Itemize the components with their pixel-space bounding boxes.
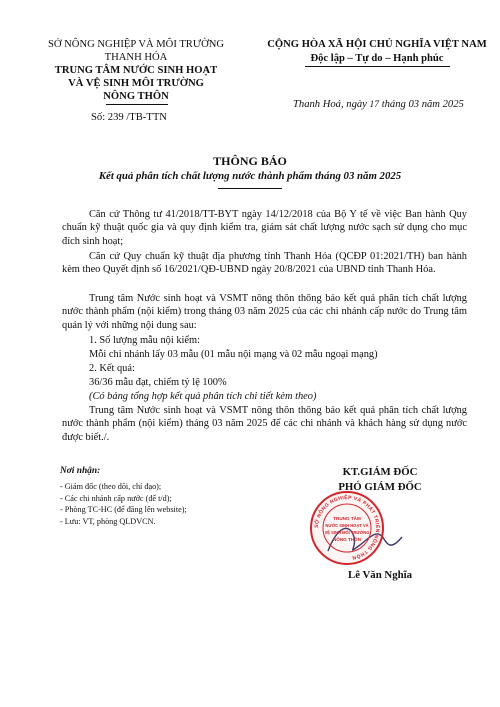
- item-sample-detail: Mỗi chi nhánh lấy 03 mẫu (01 mẫu nội mạng và 02 mẫu ngoại mạng): [89, 349, 378, 360]
- official-stamp: [309, 490, 385, 566]
- doc-number-value: 239: [107, 112, 124, 123]
- org-name-line3: NÔNG THÔN: [103, 91, 169, 102]
- org-name-line1: TRUNG TÂM NƯỚC SINH HOẠT: [54, 65, 218, 76]
- issue-day: 17: [369, 100, 380, 110]
- item-sample-count: 1. Số lượng mẫu nội kiểm:: [89, 335, 200, 346]
- document-subtitle: Kết quả phân tích chất lượng nước thành phẩm tháng 03 năm 2025: [98, 170, 402, 182]
- recipient-item: - Lưu: VT, phòng QLDVCN.: [60, 516, 156, 526]
- recipient-item: - Phòng TC-HC (để đăng lên website);: [60, 505, 187, 515]
- signer-name: Lê Văn Nghĩa: [348, 569, 412, 581]
- motto-underline: [305, 66, 450, 67]
- item-result-note: (Có bảng tổng hợp kết quả phân tích chi tiết kèm theo): [89, 391, 317, 402]
- stamp-line1: TRUNG TÂM: [333, 516, 361, 521]
- signer-role-primary: KT.GIÁM ĐỐC: [342, 466, 418, 478]
- stamp-ring-text: SỞ NÔNG NGHIỆP VÀ PHÁT TRIỂN NÔNG THÔN: [313, 494, 381, 561]
- paragraph-conclusion: Trung tâm Nước sinh hoạt và VSMT nông thôn thông báo kết quả phân tích chất lượng nước thành phẩm (nội kiểm) tháng 03 năm 2025 để các chi nhánh và khách hàng sử dụng nước được biết./.: [62, 405, 467, 443]
- header-left: [28, 38, 244, 103]
- ministry-name: SỞ NÔNG NGHIỆP VÀ MÔI TRƯỜNG: [47, 39, 225, 50]
- province-name: THANH HÓA: [104, 52, 168, 63]
- stamp-line3: VỆ SINH MÔI TRƯỜNG: [324, 530, 370, 535]
- paragraph-announcement: Trung tâm Nước sinh hoạt và VSMT nông thôn thông báo kết quả phân tích chất lượng nước thành phẩm (nội kiểm) trong tháng 03 năm 2025 của các chi nhánh cấp nước do Trung tâm quản lý với những nội dung sau:: [62, 293, 467, 331]
- national-motto: Độc lập – Tự do – Hạnh phúc: [310, 53, 444, 64]
- issue-date: Thanh Hoá, ngày 17 tháng 03 năm 2025: [293, 99, 464, 110]
- subtitle-underline: [218, 188, 282, 189]
- recipient-item: - Giám đốc (theo dõi, chỉ đạo);: [60, 482, 162, 491]
- item-result-detail: 36/36 mẫu đạt, chiếm tỷ lệ 100%: [89, 377, 227, 388]
- national-title: CỘNG HÒA XÃ HỘI CHỦ NGHĨA VIỆT NAM: [267, 39, 487, 50]
- paragraph-legal-basis-2: Căn cứ Quy chuẩn kỹ thuật địa phương tỉnh Thanh Hóa (QCĐP 01:2021/TH) ban hành kèm theo Quyết định số 16/2021/QĐ-UBND ngày 20/8/2021 của UBND tỉnh Thanh Hóa.: [62, 251, 467, 276]
- org-name-line2: VÀ VỆ SINH MÔI TRƯỜNG: [68, 78, 204, 89]
- stamp-line4: NÔNG THÔN: [332, 537, 362, 542]
- recipients-list: [60, 481, 187, 527]
- recipient-item: - Các chi nhánh cấp nước (để t/d);: [60, 493, 172, 503]
- header-left-underline: [106, 104, 168, 105]
- paragraph-legal-basis-1: Căn cứ Thông tư 41/2018/TT-BYT ngày 14/12/2018 của Bộ Y tế về việc Ban hành Quy chuẩn kỹ thuật quốc gia và quy định kiểm tra, giám sát chất lượng nước sạch sử dụng cho mục đích sinh hoạt;: [62, 209, 467, 247]
- item-result: 2. Kết quả:: [89, 363, 135, 374]
- stamp-line2: NƯỚC SINH HOẠT VÀ: [325, 523, 369, 528]
- document-title: THÔNG BÁO: [213, 154, 287, 168]
- recipients-heading: Nơi nhận:: [60, 466, 101, 476]
- signer-role-deputy: PHÓ GIÁM ĐỐC: [338, 481, 422, 493]
- document-number: Số: 239 /TB-TTN: [91, 112, 167, 123]
